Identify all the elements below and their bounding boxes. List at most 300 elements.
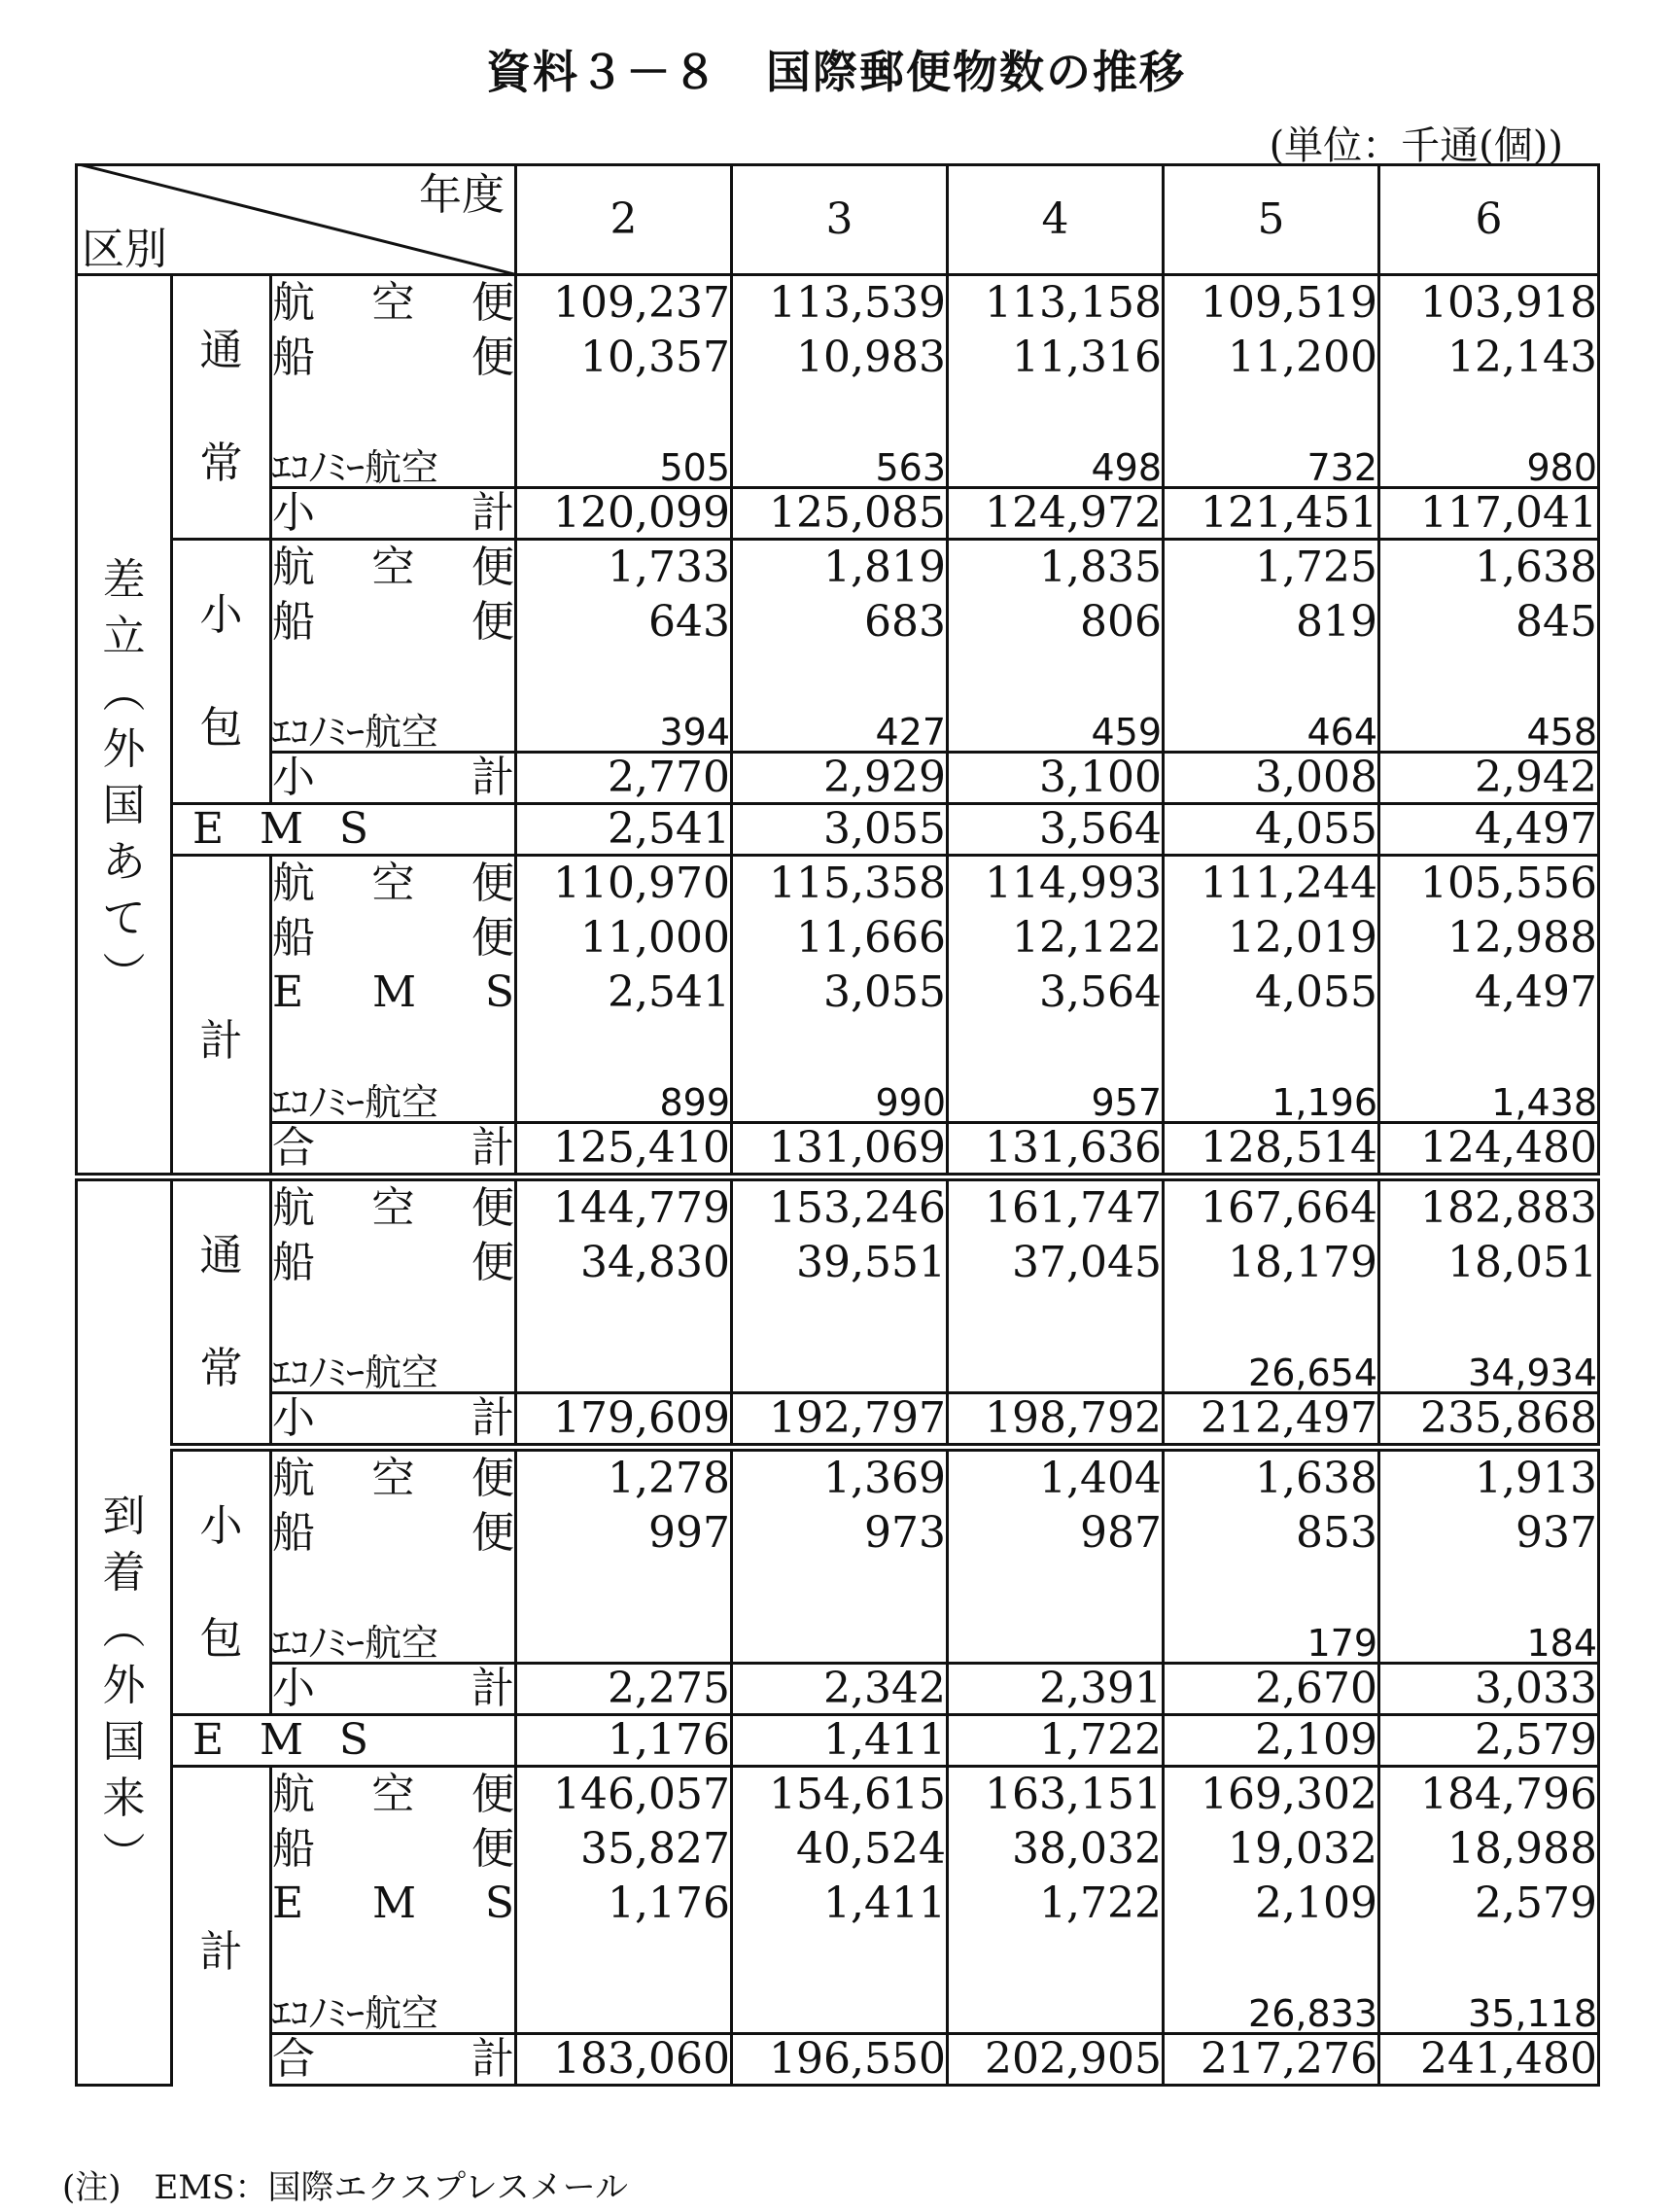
economy-air-label: ｴｺﾉﾐｰ航空	[272, 1992, 439, 2035]
value-cell	[516, 488, 732, 540]
section-name-char: ︵	[102, 668, 146, 718]
value-text: 3,564	[1039, 967, 1162, 1017]
value-text: 179,609	[553, 1393, 730, 1443]
section-name	[78, 1489, 170, 1883]
section-name-char: ︶	[102, 950, 146, 1000]
group-char: 常	[199, 438, 243, 488]
row-label-cell	[271, 966, 516, 1020]
row-label-char: 船	[272, 333, 315, 382]
value-text: 121,451	[1201, 488, 1377, 538]
table-row	[77, 1506, 1599, 1561]
page-title: 資料３－８ 国際郵便物数の推移	[486, 46, 1186, 98]
value-text: 38,032	[1012, 1824, 1162, 1874]
section-name-char: 来	[102, 1773, 146, 1823]
value-cell	[1164, 804, 1379, 856]
value-text: 4,055	[1255, 804, 1377, 854]
value-text: 2,579	[1475, 1878, 1597, 1928]
value-text: 146,057	[553, 1770, 730, 1819]
value-cell	[1379, 1393, 1599, 1448]
group-char: 計	[199, 1015, 243, 1066]
value-cell	[516, 1715, 732, 1767]
value-text: 980	[1526, 446, 1597, 489]
value-cell	[948, 1123, 1164, 1177]
year-header-cell: 5	[1164, 165, 1379, 275]
value-text: 37,045	[1012, 1238, 1162, 1287]
table-row	[77, 911, 1599, 966]
value-text: 1,438	[1491, 1081, 1597, 1124]
value-text: 167,664	[1201, 1183, 1377, 1233]
section-name	[78, 552, 170, 1003]
table-row	[77, 432, 1599, 488]
row-label-char: 計	[471, 2034, 514, 2084]
year-header-cell: 4	[948, 165, 1164, 275]
value-text: 124,480	[1420, 1123, 1597, 1173]
value-cell	[1379, 1448, 1599, 1507]
economy-air-label: ｴｺﾉﾐｰ航空	[272, 446, 439, 489]
value-text: 11,000	[580, 913, 730, 963]
value-cell	[1379, 966, 1599, 1020]
table-row	[77, 1978, 1599, 2034]
value-cell	[732, 1506, 948, 1561]
row-label	[272, 543, 514, 592]
row-label-char: 船	[272, 1238, 315, 1287]
value-text: 2,541	[608, 804, 730, 854]
group-char: 計	[199, 1927, 243, 1978]
value-cell	[948, 1393, 1164, 1448]
row-label-char: 計	[471, 1393, 514, 1443]
value-cell	[948, 1607, 1164, 1664]
row-label-char: 便	[471, 278, 514, 328]
value-text: 161,747	[985, 1183, 1162, 1233]
row-label-char: 空	[371, 1770, 415, 1819]
value-cell	[732, 1337, 948, 1393]
table-row	[77, 1290, 1599, 1337]
value-text: 202,905	[985, 2034, 1162, 2084]
value-cell	[948, 1236, 1164, 1290]
value-text: 1,725	[1255, 543, 1377, 592]
value-cell	[732, 753, 948, 804]
section-name-char: あ	[102, 837, 146, 887]
value-cell	[948, 1767, 1164, 1823]
row-label-char: 便	[471, 859, 514, 908]
value-text: 2,770	[608, 753, 730, 802]
value-cell	[1379, 1607, 1599, 1664]
section-name-char: 差	[102, 555, 146, 605]
row-label-char: 船	[272, 1824, 315, 1874]
value-cell	[732, 856, 948, 912]
value-text: 144,779	[553, 1183, 730, 1233]
table-row	[77, 966, 1599, 1020]
row-label-char: 小	[272, 488, 315, 538]
table-row	[77, 1664, 1599, 1715]
value-cell	[1379, 488, 1599, 540]
value-cell	[516, 1337, 732, 1393]
table-row	[77, 488, 1599, 540]
row-label	[272, 753, 514, 802]
value-text: 113,539	[769, 278, 946, 328]
row-label-char: M	[259, 1715, 304, 1765]
value-cell	[1164, 1767, 1379, 1823]
header-row	[77, 165, 1599, 275]
value-cell	[1379, 856, 1599, 912]
value-cell	[732, 275, 948, 332]
value-cell	[732, 1448, 948, 1507]
row-label-char: 便	[471, 1770, 514, 1819]
value-cell	[732, 1978, 948, 2034]
group-regular-label	[173, 323, 269, 492]
value-text: 18,051	[1447, 1238, 1597, 1287]
value-cell	[1164, 1978, 1379, 2034]
row-label-char: E	[192, 804, 225, 854]
row-label	[272, 333, 514, 382]
group-parcel-label	[173, 1498, 269, 1668]
value-text: 987	[1080, 1508, 1162, 1558]
value-cell	[516, 540, 732, 596]
section-name-char: 到	[102, 1492, 146, 1541]
value-cell	[1164, 1337, 1379, 1393]
value-text: 990	[875, 1081, 946, 1124]
value-text: 10,357	[580, 333, 730, 382]
value-text: 1,638	[1255, 1454, 1377, 1503]
row-label-cell	[271, 1067, 516, 1123]
row-label-cell	[271, 1290, 516, 1337]
value-text: 732	[1306, 446, 1377, 489]
value-cell	[732, 1822, 948, 1877]
value-cell	[948, 488, 1164, 540]
value-text: 1,404	[1039, 1454, 1162, 1503]
row-label-char: M	[371, 1878, 417, 1928]
row-label-char: 便	[471, 913, 514, 963]
value-cell	[948, 432, 1164, 488]
footnote: (注) EMS：国際エクスプレスメール	[62, 2168, 629, 2207]
value-cell	[948, 1067, 1164, 1123]
value-cell	[1164, 1506, 1379, 1561]
value-cell	[1164, 753, 1379, 804]
value-cell	[732, 1177, 948, 1237]
value-cell	[948, 1448, 1164, 1507]
value-text: 1,913	[1475, 1454, 1597, 1503]
value-text: 957	[1091, 1081, 1162, 1124]
value-cell	[1164, 432, 1379, 488]
value-cell	[948, 911, 1164, 966]
value-text: 117,041	[1420, 488, 1597, 538]
economy-air-label: ｴｺﾉﾐｰ航空	[272, 1352, 439, 1394]
group-regular-label	[173, 1228, 269, 1397]
row-label	[272, 1770, 514, 1819]
row-label-char: S	[338, 1715, 368, 1765]
row-label-cell	[271, 1978, 516, 2034]
value-text: 464	[1306, 711, 1377, 754]
value-cell	[948, 966, 1164, 1020]
value-text: 120,099	[553, 488, 730, 538]
row-label-cell	[271, 856, 516, 912]
value-cell	[1379, 2034, 1599, 2086]
value-cell	[516, 1978, 732, 2034]
group-total	[172, 1767, 271, 2086]
value-cell	[1164, 966, 1379, 1020]
row-label-cell	[271, 1337, 516, 1393]
row-label-char: M	[371, 967, 417, 1017]
value-cell	[516, 911, 732, 966]
value-cell	[1379, 540, 1599, 596]
row-label-char: 船	[272, 1508, 315, 1558]
value-cell	[1379, 1236, 1599, 1290]
value-text: 105,556	[1420, 859, 1597, 908]
section-name-char: 立	[102, 612, 146, 661]
row-label-char: 小	[272, 1664, 315, 1713]
section-name-char: ︶	[102, 1830, 146, 1879]
value-text: 109,237	[553, 278, 730, 328]
value-cell	[516, 331, 732, 385]
row-label	[272, 2034, 514, 2084]
economy-air-label: ｴｺﾉﾐｰ航空	[272, 1081, 439, 1124]
value-cell	[948, 1664, 1164, 1715]
value-text: 192,797	[769, 1393, 946, 1443]
row-label-cell	[271, 275, 516, 332]
table-row	[77, 1020, 1599, 1067]
value-text: 1,369	[823, 1454, 946, 1503]
value-cell	[516, 1393, 732, 1448]
value-text: 179	[1306, 1622, 1377, 1665]
value-cell	[516, 696, 732, 753]
value-text: 4,055	[1255, 967, 1377, 1017]
value-cell	[1164, 1822, 1379, 1877]
row-label-char: 船	[272, 597, 315, 647]
row-label-char: S	[484, 967, 514, 1017]
value-cell	[732, 432, 948, 488]
value-cell	[516, 1767, 732, 1823]
table-row	[77, 1822, 1599, 1877]
row-label	[192, 804, 368, 854]
row-label-char: 小	[272, 1393, 315, 1443]
category-header-label: 区別	[82, 225, 167, 274]
unit-label: (単位：千通(個))	[1269, 123, 1563, 168]
section-label	[77, 1177, 172, 2086]
value-cell	[1379, 753, 1599, 804]
value-cell	[732, 488, 948, 540]
value-cell	[948, 1822, 1164, 1877]
ems-label-cell	[172, 804, 516, 856]
value-text: 183,060	[553, 2034, 730, 2084]
value-cell	[516, 1448, 732, 1507]
value-cell	[1379, 1123, 1599, 1177]
value-cell	[1164, 1715, 1379, 1767]
value-text: 2,109	[1255, 1878, 1377, 1928]
value-text: 683	[864, 597, 946, 647]
table-row	[77, 1715, 1599, 1767]
value-cell	[1379, 696, 1599, 753]
row-label-cell	[271, 1020, 516, 1067]
row-label-char: 便	[471, 1183, 514, 1233]
value-text: 124,972	[985, 488, 1162, 538]
value-text: 18,988	[1447, 1824, 1597, 1874]
row-label-char: 合	[272, 2034, 315, 2084]
group-regular	[172, 275, 271, 540]
value-text: 109,519	[1201, 278, 1377, 328]
value-cell	[516, 1822, 732, 1877]
value-cell	[948, 275, 1164, 332]
value-text: 198,792	[985, 1393, 1162, 1443]
row-label-char: 便	[471, 333, 514, 382]
value-cell	[516, 275, 732, 332]
row-label	[272, 1123, 514, 1173]
value-text: 184,796	[1420, 1770, 1597, 1819]
value-cell	[1379, 595, 1599, 650]
value-text: 11,666	[796, 913, 946, 963]
value-cell	[1164, 2034, 1379, 2086]
value-cell	[1379, 1978, 1599, 2034]
value-cell	[948, 856, 1164, 912]
value-text: 18,179	[1228, 1238, 1377, 1287]
row-label-cell	[271, 432, 516, 488]
value-text: 182,883	[1420, 1183, 1597, 1233]
section-name-char: て	[102, 894, 146, 943]
value-text: 845	[1515, 597, 1597, 647]
value-cell	[1164, 1067, 1379, 1123]
row-label	[272, 859, 514, 908]
value-text: 10,983	[796, 333, 946, 382]
value-cell	[1164, 696, 1379, 753]
value-cell	[1379, 1767, 1599, 1823]
value-text: 459	[1091, 711, 1162, 754]
table-row	[77, 1123, 1599, 1177]
value-text: 819	[1296, 597, 1377, 647]
group-char: 通	[199, 325, 243, 375]
mail-volume-table	[75, 163, 1600, 2087]
value-text: 110,970	[553, 859, 730, 908]
row-label-cell	[271, 1123, 516, 1177]
value-cell	[516, 1067, 732, 1123]
group-char: 小	[199, 1500, 243, 1551]
value-cell	[948, 696, 1164, 753]
year-header-cell: 3	[732, 165, 948, 275]
row-label-char: 航	[272, 1454, 315, 1503]
row-label-cell	[271, 1767, 516, 1823]
row-label	[272, 1238, 514, 1287]
table-row	[77, 595, 1599, 650]
value-cell	[732, 696, 948, 753]
row-label-cell	[271, 1931, 516, 1978]
value-cell	[732, 1607, 948, 1664]
value-text: 35,827	[580, 1824, 730, 1874]
row-label-char: 計	[471, 1123, 514, 1173]
value-text: 2,342	[823, 1664, 946, 1713]
value-text: 806	[1080, 597, 1162, 647]
value-cell	[1164, 1177, 1379, 1237]
row-label	[272, 1878, 514, 1928]
section-label	[77, 275, 172, 1177]
value-cell	[1164, 1448, 1379, 1507]
value-cell	[516, 1236, 732, 1290]
row-label	[272, 278, 514, 328]
value-cell	[732, 966, 948, 1020]
value-text: 2,275	[608, 1664, 730, 1713]
row-label-cell	[271, 1607, 516, 1664]
value-text: 1,411	[823, 1878, 946, 1928]
value-text: 1,722	[1039, 1878, 1162, 1928]
section-name-char: 外	[102, 724, 146, 774]
row-label	[272, 967, 514, 1017]
value-text: 2,541	[608, 967, 730, 1017]
table-row	[77, 1448, 1599, 1507]
value-cell	[732, 911, 948, 966]
value-text: 115,358	[769, 859, 946, 908]
value-cell	[732, 1877, 948, 1931]
value-cell	[516, 856, 732, 912]
group-char: 通	[199, 1230, 243, 1281]
value-text: 853	[1296, 1508, 1377, 1558]
value-text: 1,835	[1039, 543, 1162, 592]
group-total	[172, 856, 271, 1177]
table-row	[77, 1931, 1599, 1978]
table-row	[77, 804, 1599, 856]
value-text: 241,480	[1420, 2034, 1597, 2084]
value-cell	[1164, 595, 1379, 650]
value-text: 4,497	[1475, 967, 1597, 1017]
section-name-char: 着	[102, 1548, 146, 1598]
value-cell	[516, 1177, 732, 1237]
value-text: 114,993	[985, 859, 1162, 908]
table-row	[77, 331, 1599, 385]
value-text: 2,942	[1475, 753, 1597, 802]
row-label-char: 便	[471, 1824, 514, 1874]
row-label	[272, 1508, 514, 1558]
value-cell	[732, 331, 948, 385]
year-header-cell: 6	[1379, 165, 1599, 275]
value-cell	[516, 1123, 732, 1177]
value-cell	[1164, 488, 1379, 540]
row-label-cell	[271, 1822, 516, 1877]
value-text: 1,176	[608, 1878, 730, 1928]
value-cell	[1164, 1607, 1379, 1664]
value-text: 11,316	[1012, 333, 1162, 382]
value-cell	[1379, 1877, 1599, 1931]
row-label-char: 空	[371, 1454, 415, 1503]
value-cell	[948, 804, 1164, 856]
value-cell	[732, 1715, 948, 1767]
value-text: 3,008	[1255, 753, 1377, 802]
row-label	[272, 597, 514, 647]
value-text: 12,019	[1228, 913, 1377, 963]
value-cell	[732, 2034, 948, 2086]
value-cell	[948, 1877, 1164, 1931]
table-row	[77, 1877, 1599, 1931]
value-text: 563	[875, 446, 946, 489]
value-cell	[948, 1337, 1164, 1393]
value-cell	[516, 804, 732, 856]
section-name-char: 国	[102, 781, 146, 830]
row-label-cell	[271, 331, 516, 385]
section-name-char: ︵	[102, 1604, 146, 1654]
value-text: 154,615	[769, 1770, 946, 1819]
row-label	[272, 1183, 514, 1233]
row-label	[272, 1454, 514, 1503]
row-label-cell	[271, 1664, 516, 1715]
value-cell	[948, 2034, 1164, 2086]
year-header-label: 年度	[419, 170, 505, 220]
value-text: 4,497	[1475, 804, 1597, 854]
value-text: 3,033	[1475, 1664, 1597, 1713]
value-text: 643	[648, 597, 730, 647]
table-row	[77, 1177, 1599, 1237]
value-text: 2,670	[1255, 1664, 1377, 1713]
row-label-char: E	[272, 1878, 304, 1928]
row-label-char: 航	[272, 1183, 315, 1233]
section-name-char: 外	[102, 1661, 146, 1710]
row-label-char: 便	[471, 1454, 514, 1503]
value-cell	[1164, 1123, 1379, 1177]
value-cell	[1164, 331, 1379, 385]
